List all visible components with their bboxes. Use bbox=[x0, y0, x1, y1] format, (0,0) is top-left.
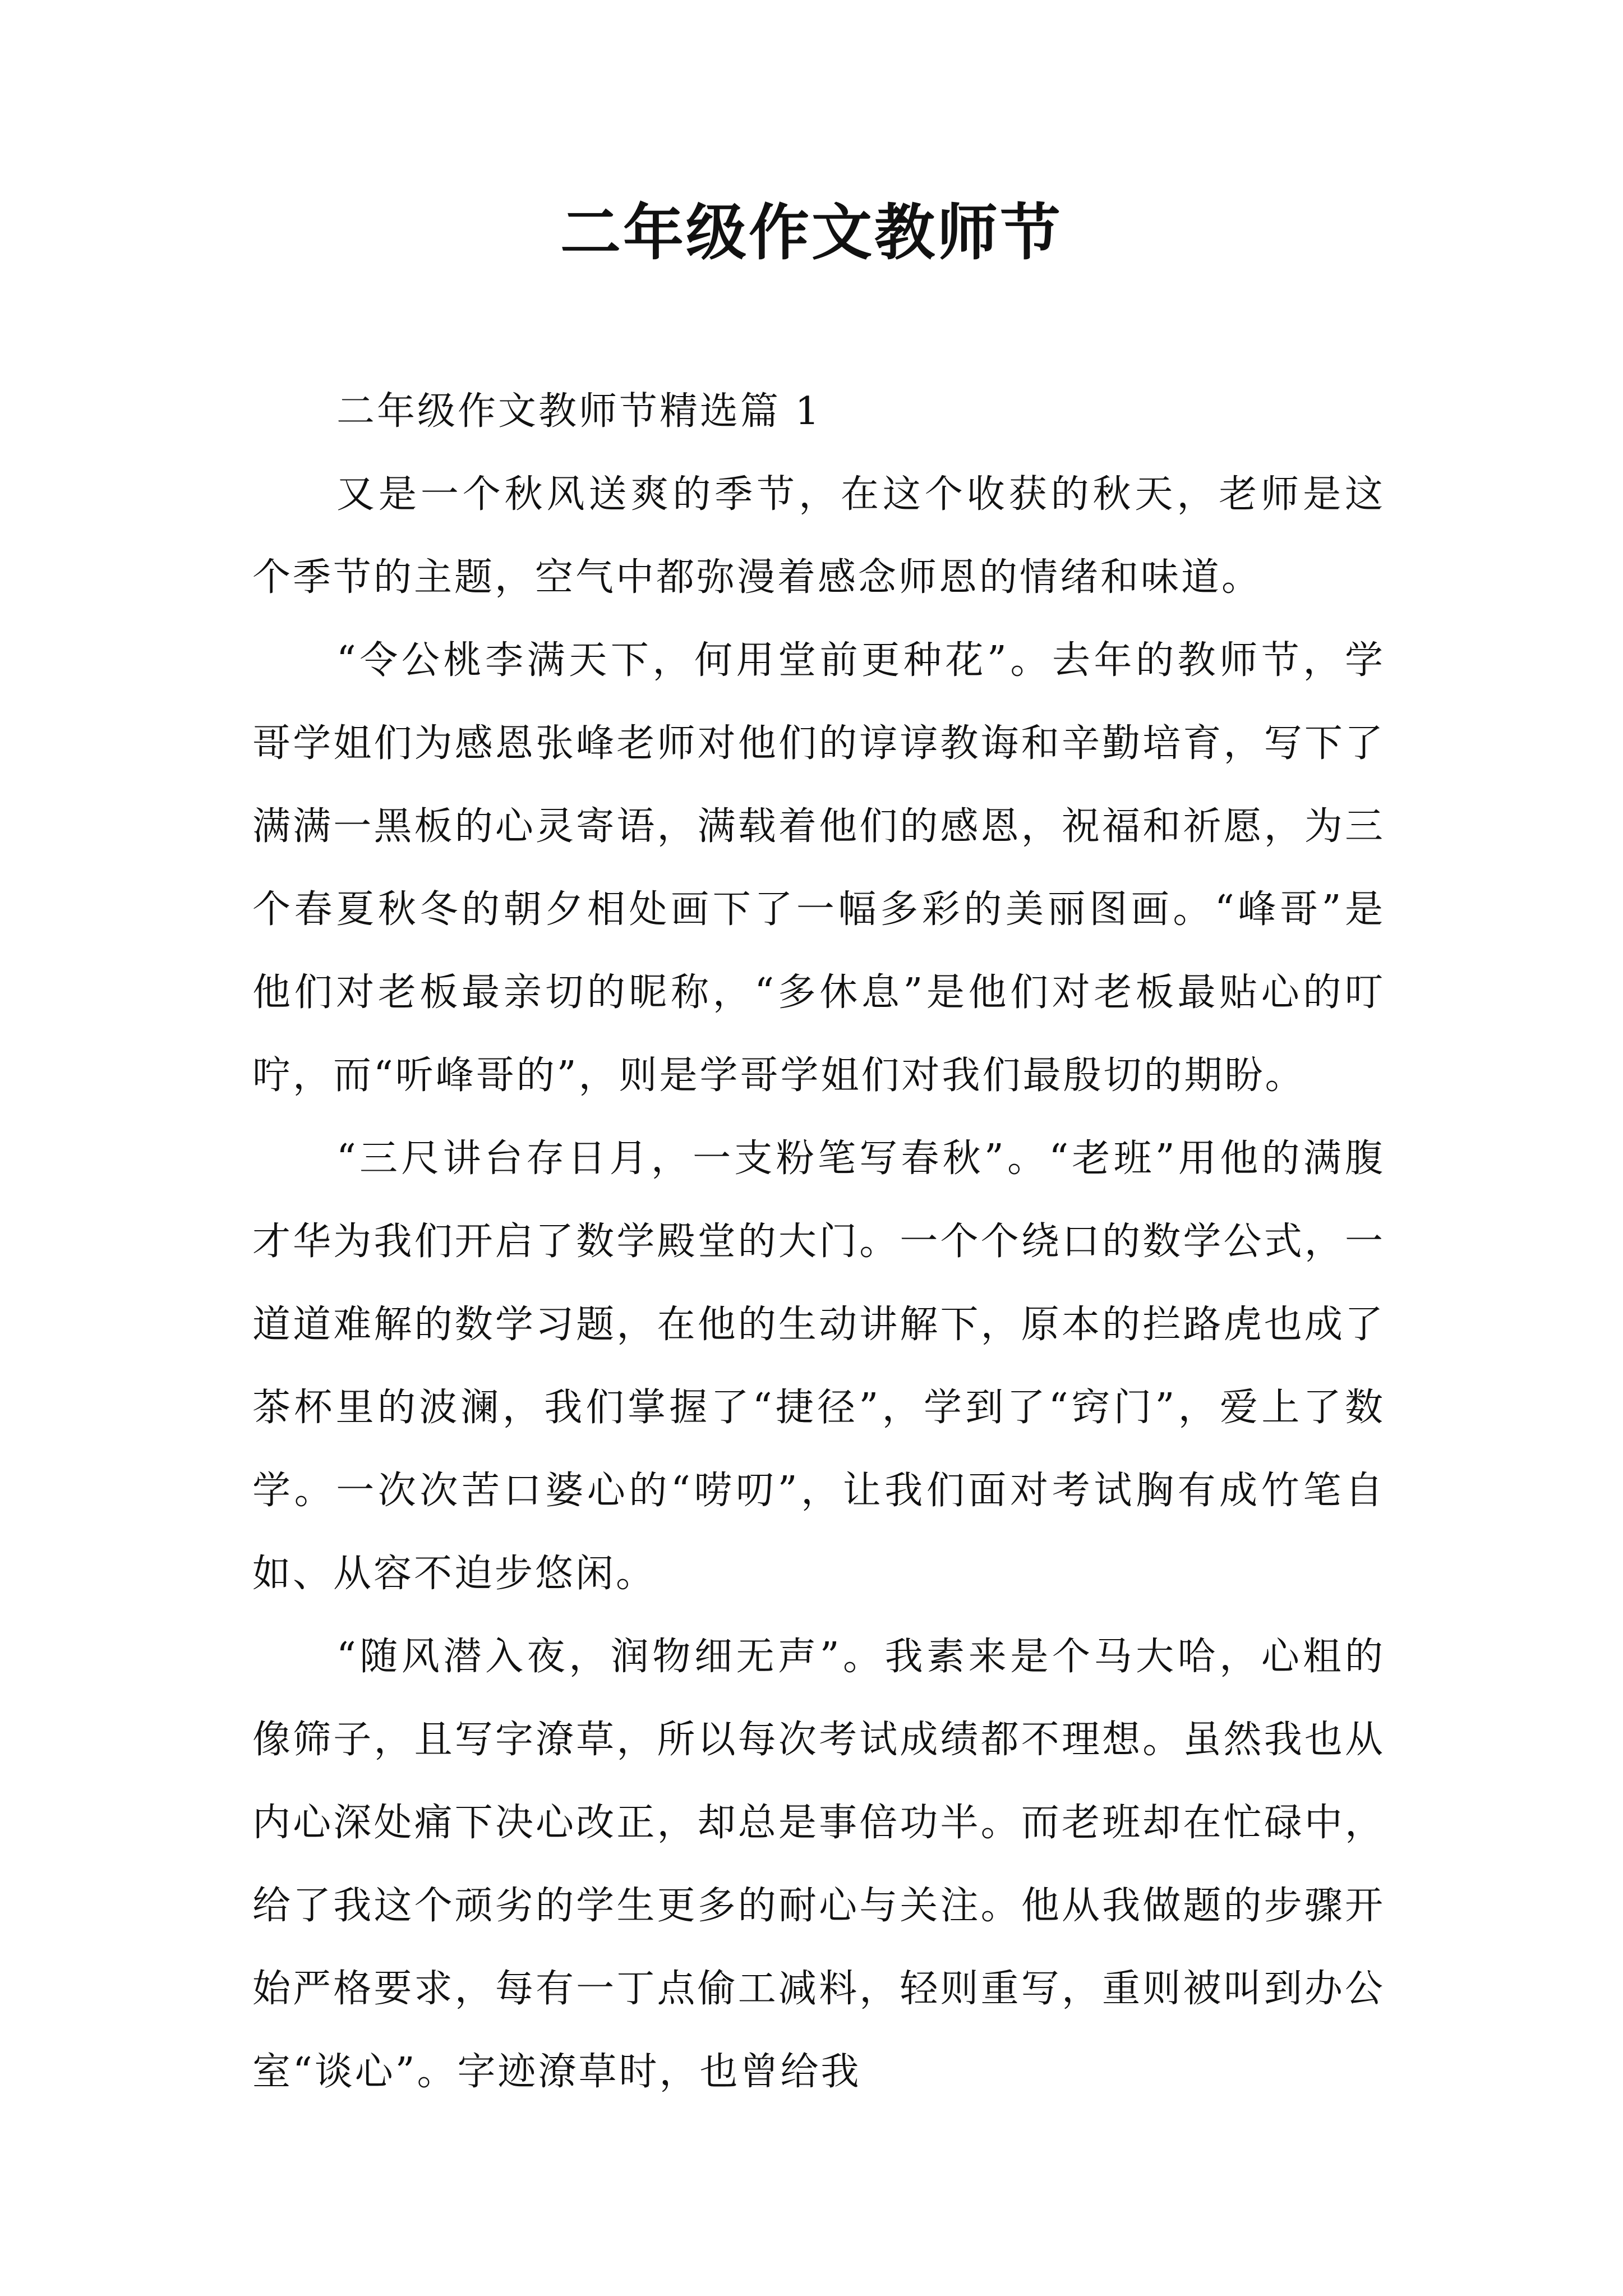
paragraph: 又是一个秋风送爽的季节，在这个收获的秋天，老师是这个季节的主题，空气中都弥漫着感念师恩的情绪和味道。 bbox=[252, 472, 1385, 600]
document-body bbox=[252, 370, 1385, 2114]
document-title: 二年级作文教师节 bbox=[560, 197, 1063, 268]
paragraph: “三尺讲台存日月，一支粉笔写春秋”。“老班”用他的满腹才华为我们开启了数学殿堂的大门。一个个绕口的数学公式，一道道难解的数学习题，在他的生动讲解下，原本的拦路虎也成了茶杯里的波澜，我们掌握了“捷径”，学到了“窍门”，爱上了数学。一次次苦口婆心的“唠叨”，让我们面对考试胸有成竹笔自如、从容不迫步悠闲。 bbox=[252, 1137, 1385, 1596]
section-heading: 二年级作文教师节精选篇 1 bbox=[336, 389, 822, 434]
paragraph: “令公桃李满天下，何用堂前更种花”。去年的教师节，学哥学姐们为感恩张峰老师对他们的谆谆教诲和辛勤培育，写下了满满一黑板的心灵寄语，满载着他们的感恩，祝福和祈愿，为三个春夏秋冬的朝夕相处画下了一幅多彩的美丽图画。“峰哥”是他们对老板最亲切的昵称，“多休息”是他们对老板最贴心的叮咛，而“听峰哥的”，则是学哥学姐们对我们最殷切的期盼。 bbox=[252, 638, 1385, 1098]
paragraph: “随风潜入夜，润物细无声”。我素来是个马大哈，心粗的像筛子，且写字潦草，所以每次考试成绩都不理想。虽然我也从内心深处痛下决心改正，却总是事倍功半。而老班却在忙碌中，给了我这个顽劣的学生更多的耐心与关注。他从我做题的步骤开始严格要求，每有一丁点偷工减料，轻则重写，重则被叫到办公室“谈心”。字迹潦草时，也曾给我 bbox=[252, 1635, 1385, 2094]
